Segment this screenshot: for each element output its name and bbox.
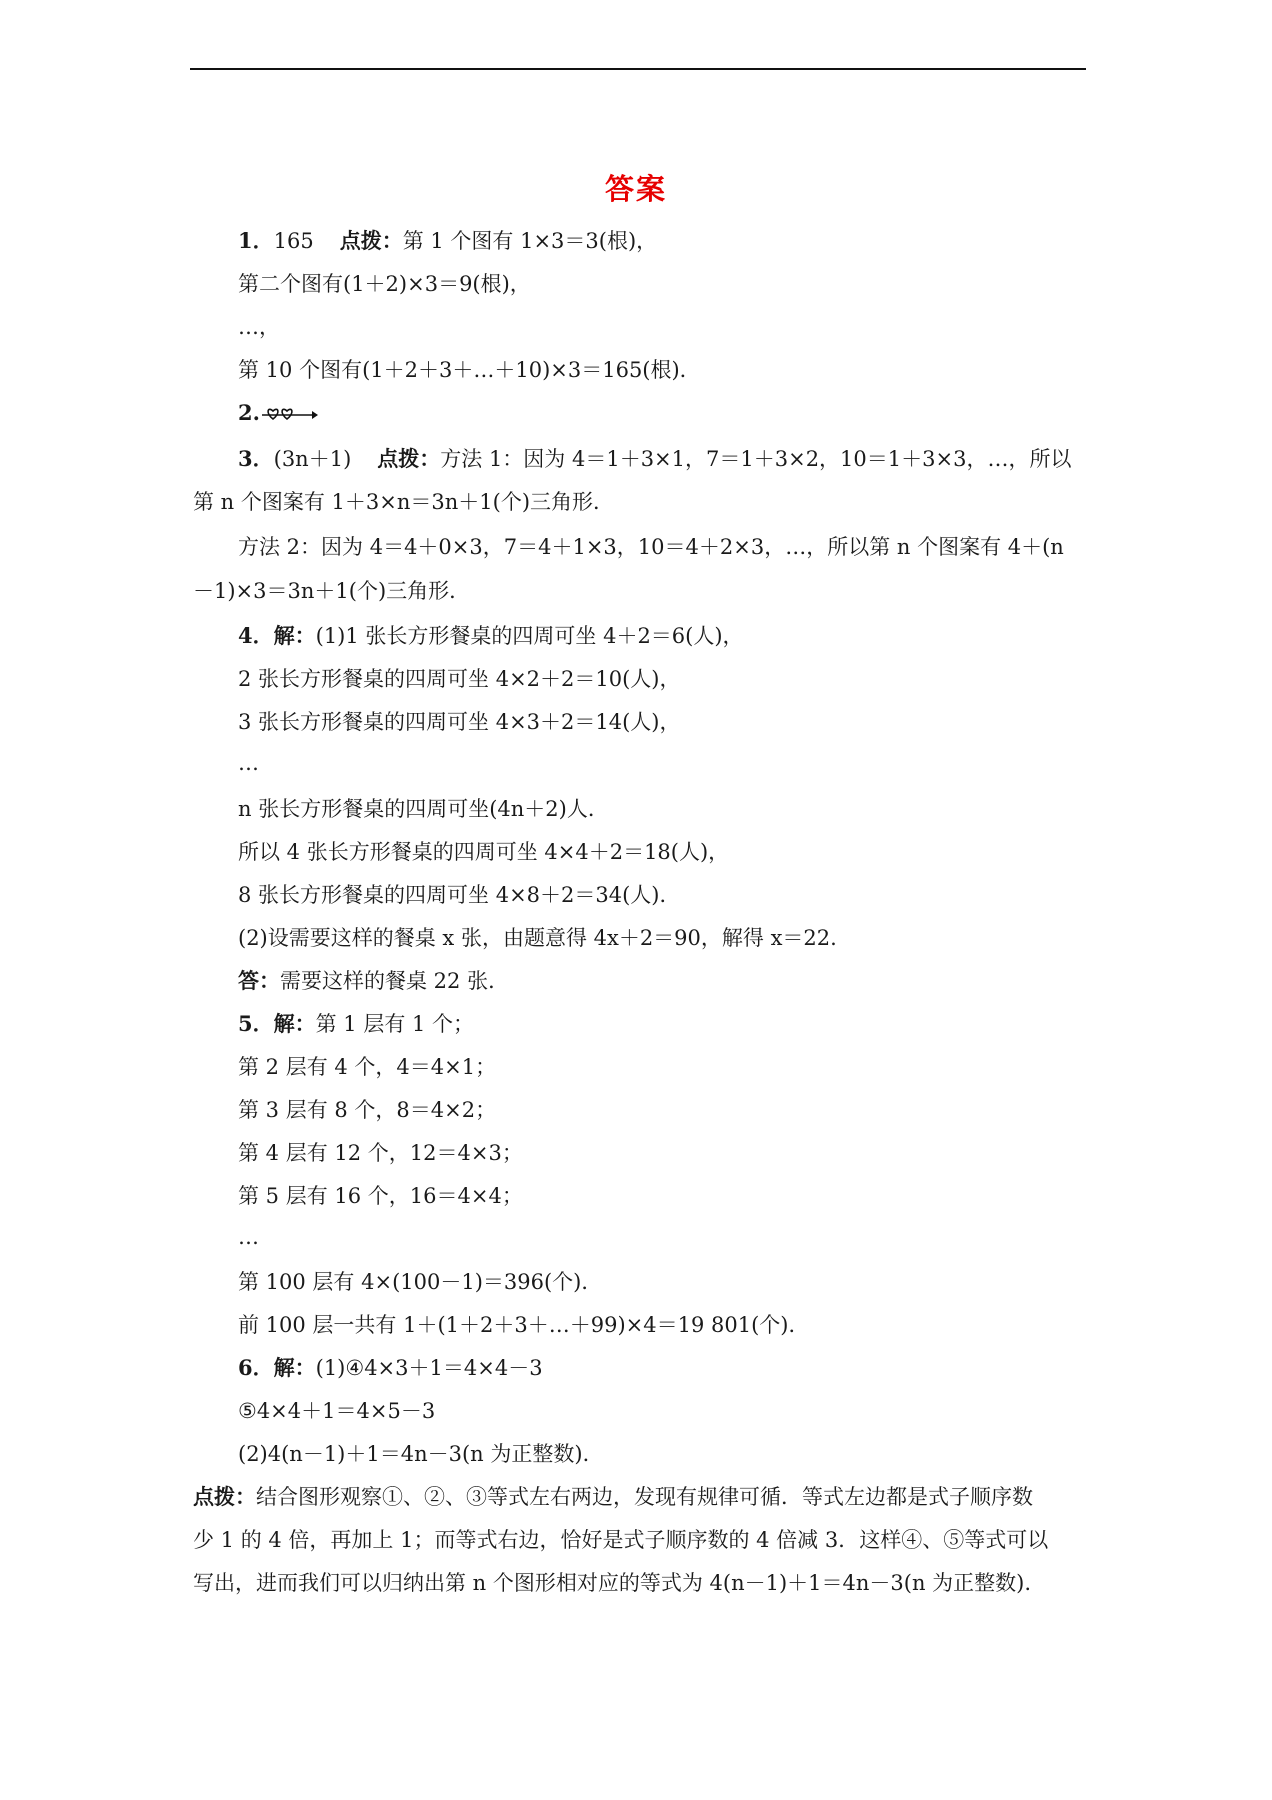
q5-line-6: … (238, 1225, 259, 1249)
q4-line-1 (238, 621, 744, 651)
q4-line-4: … (238, 751, 259, 775)
q3-line-2: 第 n 个图案有 1＋3×n＝3n＋1(个)三角形． (193, 490, 615, 514)
q6-hint-line-2: 少 1 的 4 倍，再加上 1；而等式右边，恰好是式子顺序数的 4 倍减 3．这样④、⑤等式可以 (193, 1528, 1049, 1552)
q4-line-8: (2)设需要这样的餐桌 x 张，由题意得 4x＋2＝90，解得 x＝22. (238, 926, 837, 950)
q4-solution-label: 解： (273, 624, 316, 648)
q5-line-3: 第 3 层有 8 个，8＝4×2； (238, 1098, 497, 1122)
page-title: 答案 (604, 172, 667, 206)
q5-line-7: 第 100 层有 4×(100－1)＝396(个)． (238, 1270, 603, 1294)
q1-number: 1． (238, 228, 274, 253)
q5-line-8: 前 100 层一共有 1＋(1＋2＋3＋…＋99)×4＝19 801(个)． (238, 1313, 810, 1337)
q6-line-3: (2)4(n－1)＋1＝4n－3(n 为正整数)． (238, 1442, 604, 1466)
q4-line-6: 所以 4 张长方形餐桌的四周可坐 4×4＋2＝18(人)， (238, 840, 730, 864)
q2-number: 2. (238, 400, 260, 425)
q4-line-9 (238, 966, 509, 996)
q4-text-1: (1)1 张长方形餐桌的四周可坐 4＋2＝6(人)， (315, 624, 744, 648)
q4-line-5: n 张长方形餐桌的四周可坐(4n＋2)人． (238, 797, 609, 821)
q3-line-3: 方法 2：因为 4＝4＋0×3，7＝4＋1×3，10＝4＋2×3，…，所以第 n 个图案有 4＋(n (238, 535, 1064, 559)
q5-text-1: 第 1 层有 1 个； (315, 1012, 475, 1036)
q4-answer-text: 需要这样的餐桌 22 张． (280, 969, 510, 993)
q6-hint-text-1: 结合图形观察①、②、③等式左右两边，发现有规律可循．等式左边都是式子顺序数 (256, 1485, 1033, 1509)
header-rule (190, 68, 1086, 70)
q1-line-3: …， (238, 315, 280, 339)
q3-line-1 (238, 444, 1071, 474)
q4-line-2: 2 张长方形餐桌的四周可坐 4×2＋2＝10(人)， (238, 667, 681, 691)
q6-number: 6． (238, 1355, 274, 1380)
q5-line-5: 第 5 层有 16 个，16＝4×4； (238, 1184, 523, 1208)
q6-line-1 (238, 1353, 543, 1383)
q6-hint-line-3: 写出，进而我们可以归纳出第 n 个图形相对应的等式为 4(n－1)＋1＝4n－3(n 为正整数). (193, 1571, 1032, 1595)
q4-answer-label: 答： (238, 969, 280, 993)
q3-number: 3． (238, 446, 274, 471)
q4-line-7: 8 张长方形餐桌的四周可坐 4×8＋2＝34(人)． (238, 883, 681, 907)
q3-line-4: －1)×3＝3n＋1(个)三角形． (193, 579, 471, 603)
q1-line-4: 第 10 个图有(1＋2＋3＋…＋10)×3＝165(根)． (238, 358, 701, 382)
q1-answer: 165 (273, 229, 314, 253)
q5-solution-label: 解： (273, 1012, 316, 1036)
q5-line-2: 第 2 层有 4 个，4＝4×1； (238, 1055, 497, 1079)
q6-text-1: (1)④4×3＋1＝4×4－3 (315, 1356, 543, 1380)
q1-text-1: 第 1 个图有 1×3＝3(根)， (402, 229, 658, 253)
q6-line-2: ⑤4×4＋1＝4×5－3 (238, 1399, 436, 1423)
q1-line-2: 第二个图有(1＋2)×3＝9(根)， (238, 272, 531, 296)
q6-solution-label: 解： (273, 1356, 316, 1380)
heart-arrow-icon (260, 404, 318, 426)
q3-hint-label: 点拨： (377, 447, 441, 471)
q4-line-3: 3 张长方形餐桌的四周可坐 4×3＋2＝14(人)， (238, 710, 681, 734)
q5-number: 5． (238, 1011, 274, 1036)
q1-line-1 (238, 226, 657, 256)
q3-text-1: 方法 1：因为 4＝1＋3×1，7＝1＋3×2，10＝1＋3×3，…，所以 (440, 447, 1072, 471)
q4-number: 4． (238, 623, 274, 648)
q5-line-4: 第 4 层有 12 个，12＝4×3； (238, 1141, 523, 1165)
q1-hint-label: 点拨： (339, 229, 403, 253)
q3-answer: (3n＋1) (273, 447, 352, 471)
q2-line (238, 398, 318, 428)
q5-line-1 (238, 1009, 474, 1039)
q6-hint-line-1 (193, 1482, 1033, 1512)
q6-hint-label: 点拨： (193, 1485, 256, 1509)
